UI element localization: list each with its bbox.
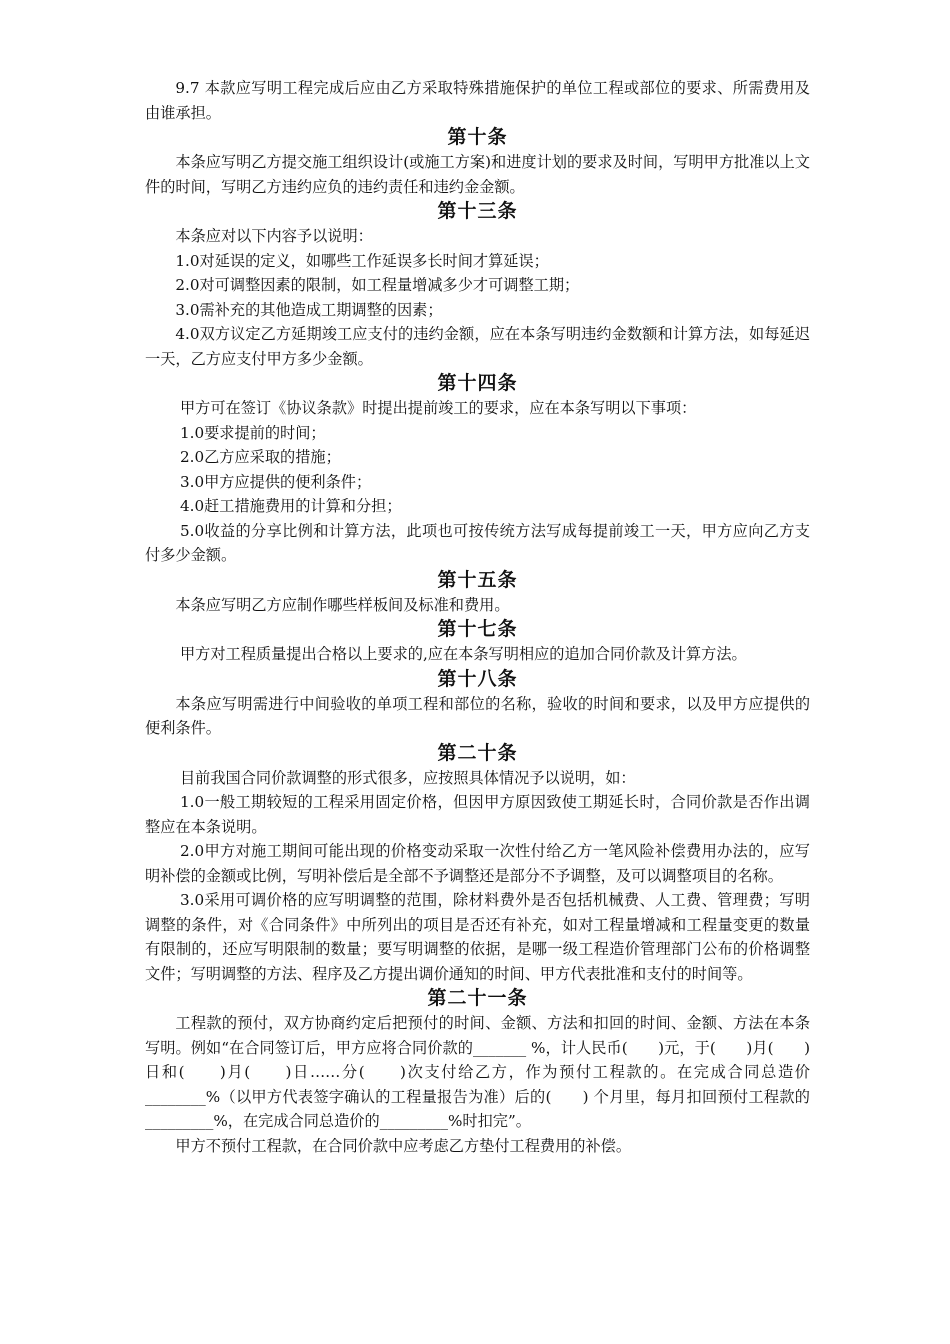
- list-item: 4.0双方议定乙方延期竣工应支付的违约金额，应在本条写明违约金数额和计算方法，如每延迟一天，乙方应支付甲方多少金额。: [145, 325, 810, 368]
- list-item: 2.0乙方应采取的措施；: [179, 448, 341, 466]
- paragraph: 甲方对工程质量提出合格以上要求的,应在本条写明相应的追加合同价款及计算方法。: [179, 645, 747, 663]
- list-item: 4.0赶工措施费用的计算和分担；: [179, 497, 402, 515]
- section-heading: 第十五条: [437, 568, 518, 591]
- paragraph: 甲方可在签订《协议条款》时提出提前竣工的要求，应在本条写明以下事项：: [179, 399, 697, 417]
- section-heading: 第十八条: [437, 667, 518, 690]
- list-item: 3.0采用可调价格的应写明调整的范围，除材料费外是否包括机械费、人工费、管理费；写明调整的条件，对《合同条件》中所列出的项目是否还有补充，如对工程量增减和工程量变更的数量有限制的，还应写明限制的数量；要写明调整的依据，是哪一级工程造价管理部门公布的价格调整文件；写明调整的方法、程序及乙方提出调价通知的时间、甲方代表批准和支付的时间等。: [145, 891, 810, 983]
- list-item: 3.0甲方应提供的便利条件；: [179, 472, 372, 491]
- list-item: 5.0收益的分享比例和计算方法，此项也可按传统方法写成每提前竣工一天，甲方应向乙方支付多少金额。: [145, 521, 810, 564]
- section-heading: 第二十条: [437, 741, 518, 764]
- paragraph: 工程款的预付，双方协商约定后把预付的时间、金额、方法和扣回的时间、金额、方法在本条写明。例如“在合同签订后，甲方应将合同价款的_______ %，计人民币( )元，于( )月( )日和( )月( )日……分( )次支付给乙方，作为预付工程款的。在完成合同总造价________%（以甲方代表签字确认的工程量报告为准）后的( ) 个月里，每月扣回预付工程款的_________%，在完成合同总造价的_________%时扣完”。: [145, 1014, 810, 1130]
- list-item: 3.0需补充的其他造成工期调整的因素；: [175, 300, 443, 319]
- list-item: 2.0对可调整因素的限制，如工程量增减多少才可调整工期；: [175, 276, 580, 294]
- section-heading: 第十四条: [437, 372, 518, 394]
- list-item: 1.0对延误的定义，如哪些工作延误多长时间才算延误；: [175, 251, 549, 270]
- section-heading: 第二十一条: [427, 987, 528, 1009]
- paragraph: 本条应写明需进行中间验收的单项工程和部位的名称，验收的时间和要求，以及甲方应提供的便利条件。: [145, 694, 810, 737]
- list-item: 1.0一般工期较短的工程采用固定价格，但因甲方原因致使工期延长时，合同价款是否作出调整应在本条说明。: [145, 793, 810, 836]
- section-heading: 第十条: [447, 126, 508, 148]
- paragraph: 本条应对以下内容予以说明：: [175, 227, 373, 245]
- list-item: 2.0甲方对施工期间可能出现的价格变动采取一次性付给乙方一笔风险补偿费用办法的，应写明补偿的金额或比例，写明补偿后是全部不予调整还是部分不予调整，及可以调整项目的名称。: [145, 842, 810, 885]
- section-heading: 第十三条: [437, 200, 518, 222]
- paragraph: 本条应写明乙方提交施工组织设计(或施工方案)和进度计划的要求及时间，写明甲方批准以上文件的时间，写明乙方违约应负的违约责任和违约金金额。: [145, 153, 810, 196]
- paragraph: 目前我国合同价款调整的形式很多，应按照具体情况予以说明，如：: [179, 768, 636, 787]
- section-heading: 第十七条: [437, 618, 518, 640]
- document-body: [145, 76, 810, 1158]
- list-item: 1.0要求提前的时间；: [179, 423, 326, 442]
- paragraph: 本条应写明乙方应制作哪些样板间及标准和费用。: [175, 595, 510, 614]
- paragraph: 甲方不预付工程款，在合同价款中应考虑乙方垫付工程费用的补偿。: [175, 1136, 632, 1155]
- paragraph: 9.7 本款应写明工程完成后应由乙方采取特殊措施保护的单位工程或部位的要求、所需费用及由谁承担。: [145, 79, 810, 122]
